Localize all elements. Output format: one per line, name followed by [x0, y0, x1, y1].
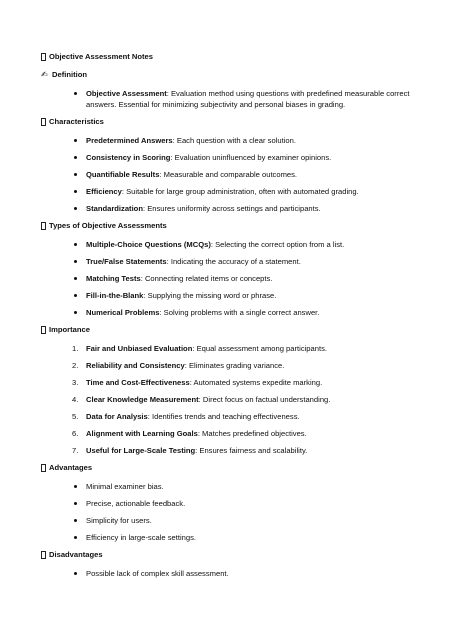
bullet-icon	[74, 173, 77, 176]
list-item	[41, 239, 434, 250]
list-item	[41, 152, 434, 163]
item-term: Multiple-Choice Questions (MCQs)	[86, 240, 211, 249]
item-term: Time and Cost-Effectiveness	[86, 378, 190, 387]
item-term: Numerical Problems	[86, 308, 160, 317]
item-desc: : Supplying the missing word or phrase.	[143, 291, 277, 300]
bullet-icon	[74, 190, 77, 193]
item-term: Useful for Large-Scale Testing	[86, 446, 196, 455]
section-heading-importance	[41, 324, 434, 335]
pencil-icon: ✍	[41, 70, 48, 79]
bullet-icon	[74, 260, 77, 263]
list-item	[41, 343, 434, 354]
item-number: 7.	[72, 446, 79, 455]
item-text: Precise, actionable feedback.	[86, 499, 186, 508]
bullet-icon	[74, 519, 77, 522]
item-term: Consistency in Scoring	[86, 153, 171, 162]
bullet-icon	[74, 502, 77, 505]
bullet-icon	[74, 277, 77, 280]
bullet-icon	[74, 311, 77, 314]
list-item	[41, 88, 434, 110]
disadvantages-list	[41, 568, 434, 579]
list-item	[41, 307, 434, 318]
item-text: Efficiency in large-scale settings.	[86, 533, 197, 542]
item-desc: : Equal assessment among participants.	[192, 344, 327, 353]
item-desc: : Suitable for large group administration, often with automated grading.	[121, 187, 359, 196]
item-desc: : Indicating the accuracy of a statement.	[166, 257, 301, 266]
item-term: Matching Tests	[86, 274, 141, 283]
section-heading-characteristics	[41, 116, 434, 127]
bullet-icon	[74, 156, 77, 159]
item-number: 3.	[72, 378, 79, 387]
item-term: Predetermined Answers	[86, 136, 173, 145]
bullet-icon	[74, 139, 77, 142]
item-number: 5.	[72, 412, 79, 421]
bullet-icon	[74, 294, 77, 297]
importance-list	[41, 343, 434, 456]
item-desc: : Evaluation uninfluenced by examiner opinions.	[170, 153, 332, 162]
missing-glyph-icon	[41, 53, 46, 61]
item-desc: : Eliminates grading variance.	[184, 361, 285, 370]
definition-list	[41, 88, 434, 110]
item-term: Clear Knowledge Measurement	[86, 395, 199, 404]
item-term: True/False Statements	[86, 257, 167, 266]
item-desc: : Identifies trends and teaching effectiveness.	[147, 412, 300, 421]
bullet-icon	[74, 572, 77, 575]
definition-heading-text: Definition	[52, 70, 88, 79]
item-term: Fill-in-the-Blank	[86, 291, 144, 300]
importance-heading-text: Importance	[49, 325, 90, 334]
item-desc: : Matches predefined objectives.	[197, 429, 307, 438]
bullet-icon	[74, 243, 77, 246]
list-item	[41, 515, 434, 526]
title-text: Objective Assessment Notes	[49, 52, 153, 61]
list-item	[41, 481, 434, 492]
item-term: Efficiency	[86, 187, 122, 196]
item-term: Alignment with Learning Goals	[86, 429, 198, 438]
types-list	[41, 239, 434, 318]
list-item	[41, 411, 434, 422]
characteristics-list	[41, 135, 434, 214]
item-term: Objective Assessment	[86, 89, 167, 98]
bullet-icon	[74, 92, 77, 95]
item-desc: : Connecting related items or concepts.	[140, 274, 273, 283]
list-item	[41, 290, 434, 301]
item-text: Possible lack of complex skill assessment.	[86, 569, 229, 578]
list-item	[41, 377, 434, 388]
item-number: 1.	[72, 344, 79, 353]
list-item	[41, 203, 434, 214]
missing-glyph-icon	[41, 551, 46, 559]
document-title	[41, 51, 434, 62]
list-item	[41, 256, 434, 267]
bullet-icon	[74, 207, 77, 210]
item-desc: : Each question with a clear solution.	[172, 136, 296, 145]
item-desc: : Evaluation method using questions with predefined measurable correct answers. Essential for minimizing subjectivity and personal biases in grading.	[86, 89, 410, 109]
item-term: Quantifiable Results	[86, 170, 160, 179]
list-item	[41, 498, 434, 509]
item-text: Simplicity for users.	[86, 516, 152, 525]
section-heading-disadvantages	[41, 549, 434, 560]
item-number: 4.	[72, 395, 79, 404]
advantages-heading-text: Advantages	[49, 463, 93, 472]
item-text: Minimal examiner bias.	[86, 482, 164, 491]
item-term: Data for Analysis	[86, 412, 148, 421]
item-number: 6.	[72, 429, 79, 438]
list-item	[41, 394, 434, 405]
missing-glyph-icon	[41, 118, 46, 126]
bullet-icon	[74, 536, 77, 539]
bullet-icon	[74, 485, 77, 488]
section-heading-advantages	[41, 462, 434, 473]
item-desc: : Measurable and comparable outcomes.	[159, 170, 298, 179]
item-term: Standardization	[86, 204, 143, 213]
item-desc: : Direct focus on factual understanding.	[198, 395, 331, 404]
item-term: Reliability and Consistency	[86, 361, 185, 370]
missing-glyph-icon	[41, 464, 46, 472]
list-item	[41, 445, 434, 456]
item-desc: : Ensures uniformity across settings and participants.	[142, 204, 321, 213]
section-heading-definition	[41, 69, 434, 80]
list-item	[41, 532, 434, 543]
list-item	[41, 135, 434, 146]
item-desc: : Solving problems with a single correct answer.	[159, 308, 320, 317]
list-item	[41, 428, 434, 439]
types-heading-text: Types of Objective Assessments	[49, 221, 167, 230]
list-item	[41, 568, 434, 579]
missing-glyph-icon	[41, 222, 46, 230]
missing-glyph-icon	[41, 326, 46, 334]
list-item	[41, 273, 434, 284]
item-number: 2.	[72, 361, 79, 370]
item-desc: : Selecting the correct option from a list.	[210, 240, 345, 249]
list-item	[41, 186, 434, 197]
advantages-list	[41, 481, 434, 543]
item-desc: : Automated systems expedite marking.	[189, 378, 323, 387]
list-item	[41, 169, 434, 180]
characteristics-heading-text: Characteristics	[49, 117, 104, 126]
item-desc: : Ensures fairness and scalability.	[195, 446, 308, 455]
disadvantages-heading-text: Disadvantages	[49, 550, 103, 559]
item-term: Fair and Unbiased Evaluation	[86, 344, 193, 353]
list-item	[41, 360, 434, 371]
section-heading-types	[41, 220, 434, 231]
